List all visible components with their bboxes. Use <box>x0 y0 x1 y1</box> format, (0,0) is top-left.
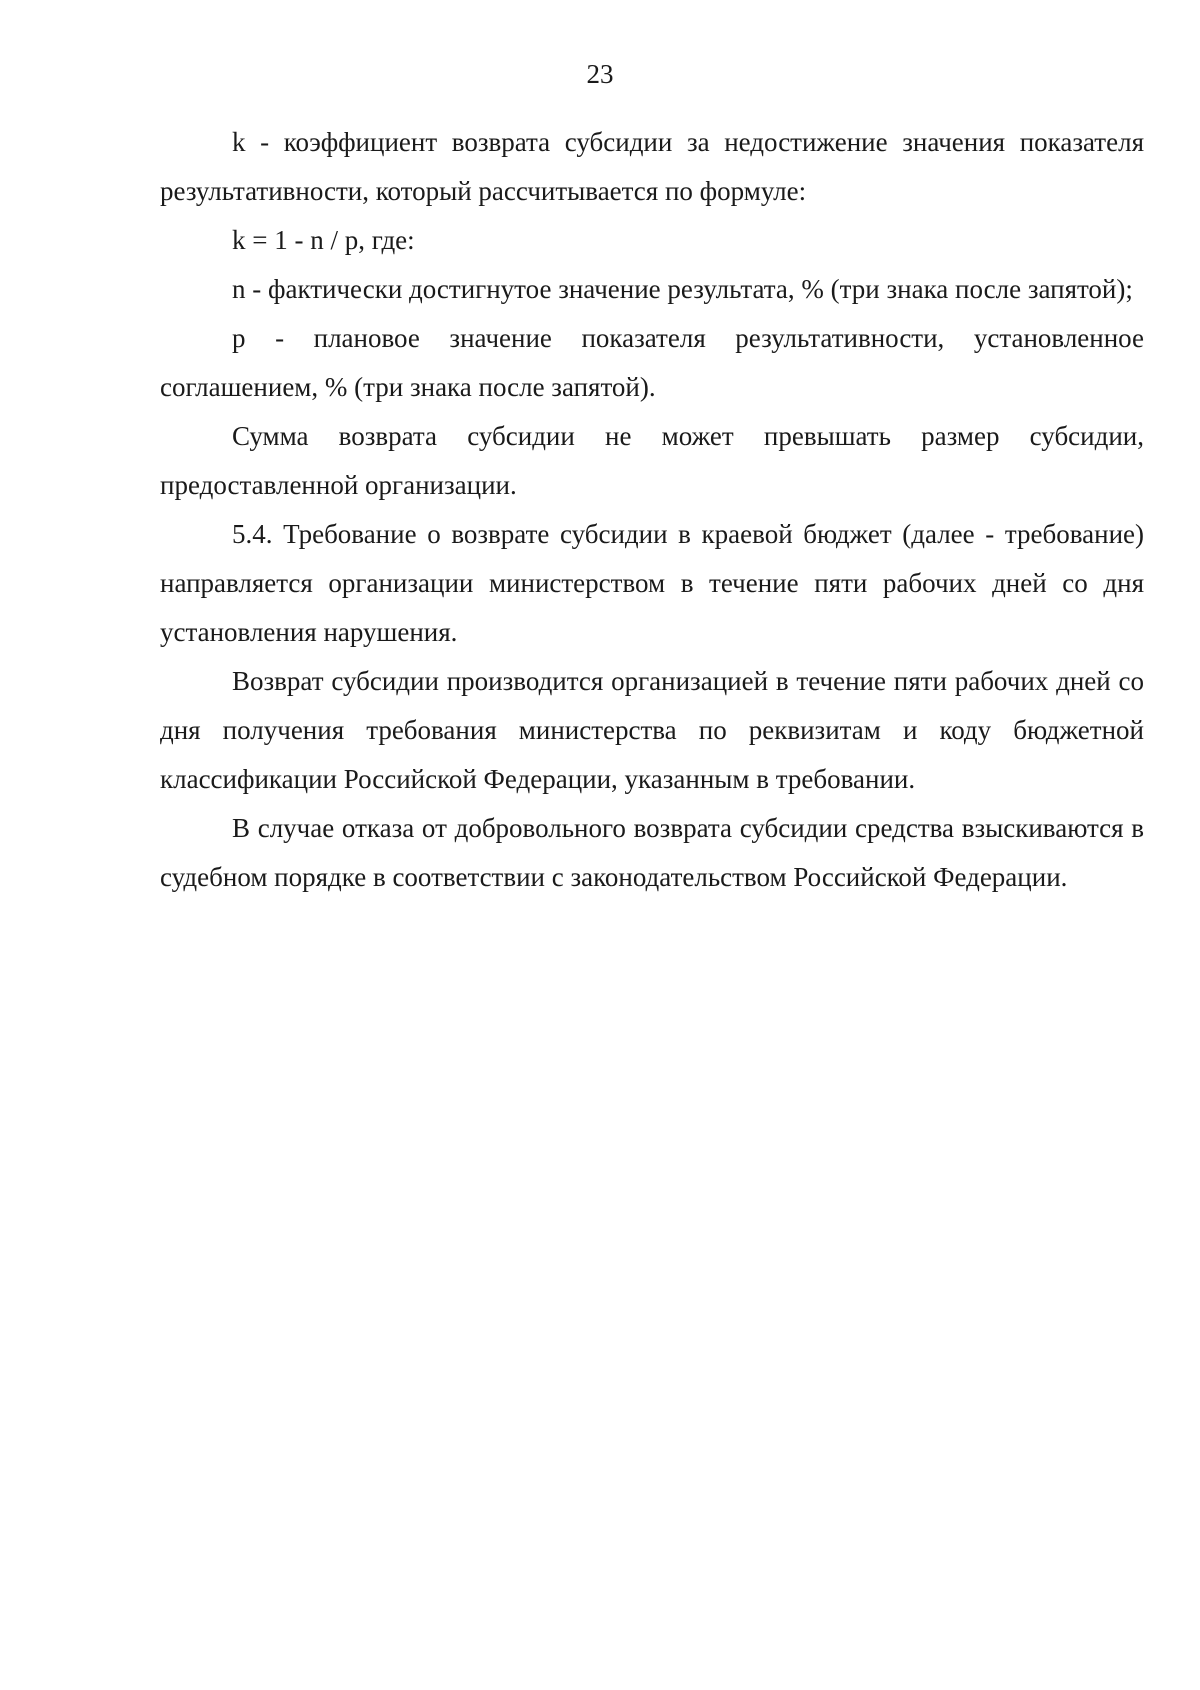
paragraph-5-4-requirement: 5.4. Требование о возврате субсидии в краевой бюджет (далее - требование) направляется организации министерством в течение пяти рабочих дней со дня установления нарушения. <box>160 519 1144 647</box>
paragraph-p-definition: p - плановое значение показателя результативности, установленное соглашением, % (три знака после запятой). <box>160 323 1144 402</box>
paragraph-n-definition: n - фактически достигнутое значение результата, % (три знака после запятой); <box>232 274 1133 304</box>
paragraph-court-recovery: В случае отказа от добровольного возврата субсидии средства взыскиваются в судебном порядке в соответствии с законодательством Российской Федерации. <box>160 813 1144 892</box>
paragraph-return-limit: Сумма возврата субсидии не может превышать размер субсидии, предоставленной организации. <box>160 421 1144 500</box>
paragraph-coefficient-definition: k - коэффициент возврата субсидии за недостижение значения показателя результативности, который рассчитывается по формуле: <box>160 127 1144 206</box>
paragraph-return-procedure: Возврат субсидии производится организацией в течение пяти рабочих дней со дня получения требования министерства по реквизитам и коду бюджетной классификации Российской Федерации, указанным в требовании. <box>160 666 1144 794</box>
page-number: 23 <box>586 59 614 89</box>
paragraph-formula: k = 1 - n / p, где: <box>232 225 415 255</box>
document-body <box>160 118 1144 902</box>
